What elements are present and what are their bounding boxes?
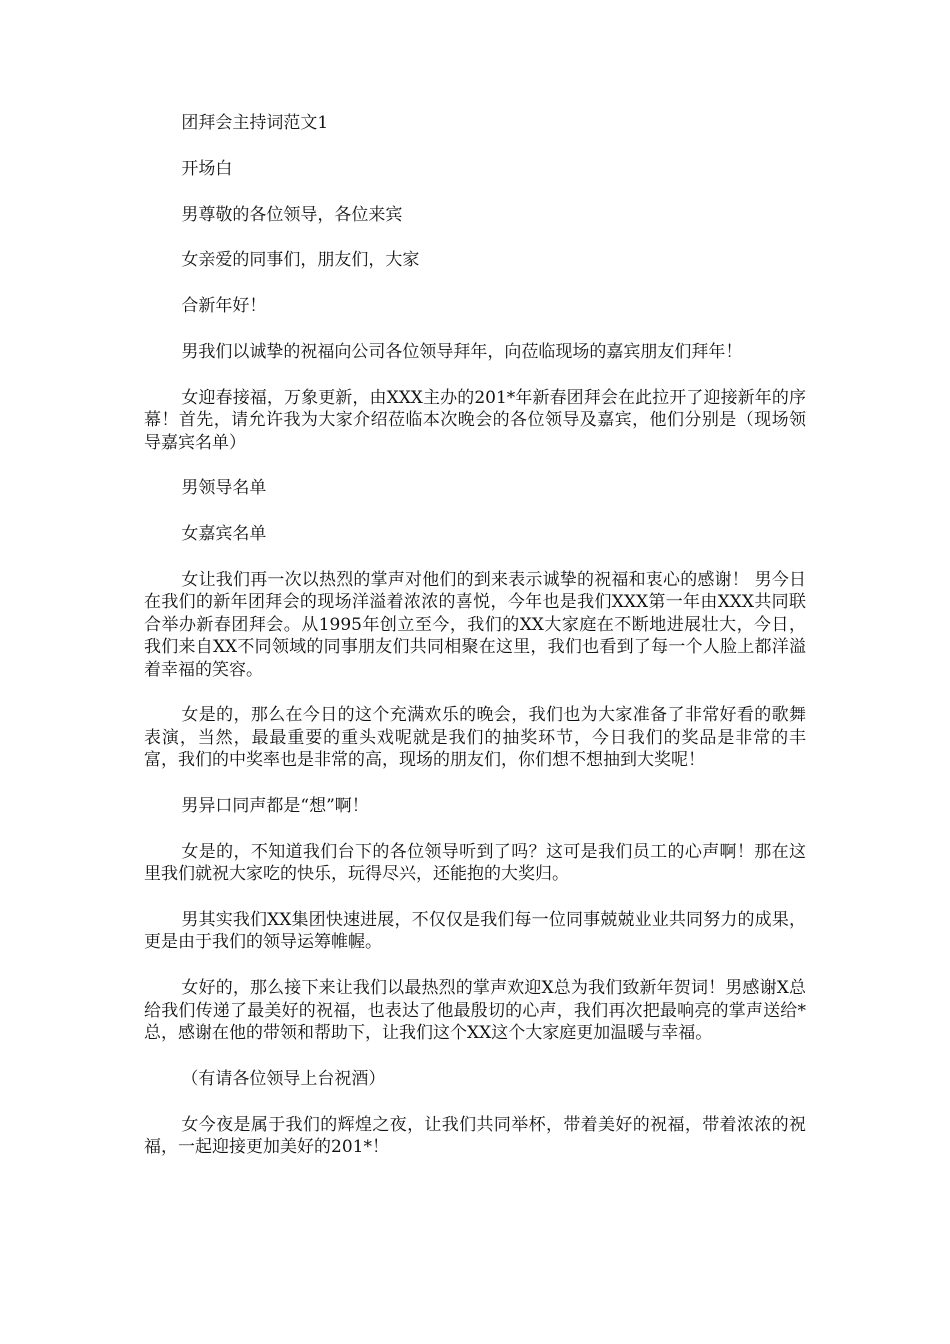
paragraph: 女亲爱的同事们，朋友们，大家 (181, 250, 420, 271)
paragraph: 女是的，不知道我们台下的各位领导听到了吗？这可是我们员工的心声啊！那在这里我们就祝大家吃的快乐，玩得尽兴，还能抱的大奖归。 (144, 841, 806, 885)
paragraph: 合新年好！ (181, 296, 267, 317)
paragraph: （有请各位领导上台祝酒） (181, 1068, 386, 1089)
section-heading-opening: 开场白 (181, 158, 233, 179)
paragraph: 男我们以诚挚的祝福向公司各位领导拜年，向莅临现场的嘉宾朋友们拜年！ (181, 341, 743, 362)
paragraph: 女让我们再一次以热烈的掌声对他们的到来表示诚挚的祝福和衷心的感谢！ 男今日在我们的新年团拜会的现场洋溢着浓浓的喜悦，今年也是我们XXX第一年由XXX共同联合举办新春团拜会。从1995年创立至今，我们的XX大家庭在不断地进展壮大，今日，我们来自XX不同领域的同事朋友们共同相聚在这里，我们也看到了每一个人脸上都洋溢着幸福的笑容。 (144, 569, 806, 680)
paragraph: 女迎春接福，万象更新，由XXX主办的201*年新春团拜会在此拉开了迎接新年的序幕！首先，请允许我为大家介绍莅临本次晚会的各位领导及嘉宾，他们分别是（现场领导嘉宾名单） (144, 387, 806, 453)
paragraph: 男领导名单 (181, 478, 267, 499)
paragraph: 男尊敬的各位领导，各位来宾 (181, 204, 403, 225)
paragraph: 女嘉宾名单 (181, 524, 267, 545)
paragraph: 女今夜是属于我们的辉煌之夜，让我们共同举杯，带着美好的祝福，带着浓浓的祝福，一起迎接更加美好的201*！ (144, 1114, 806, 1158)
document-title: 团拜会主持词范文1 (181, 113, 329, 133)
document-body (144, 112, 806, 1182)
paragraph: 男异口同声都是“想”啊！ (181, 796, 369, 817)
paragraph: 女是的，那么在今日的这个充满欢乐的晚会，我们也为大家准备了非常好看的歌舞表演，当然，最最重要的重头戏呢就是我们的抽奖环节，今日我们的奖品是非常的丰富，我们的中奖率也是非常的高，现场的朋友们，你们想不想抽到大奖呢！ (144, 705, 806, 771)
paragraph: 女好的，那么接下来让我们以最热烈的掌声欢迎X总为我们致新年贺词！男感谢X总给我们传递了最美好的祝福，也表达了他最殷切的心声，我们再次把最响亮的掌声送给*总，感谢在他的带领和帮助下，让我们这个XX这个大家庭更加温暖与幸福。 (144, 978, 806, 1044)
paragraph: 男其实我们XX集团快速进展，不仅仅是我们每一位同事兢兢业业共同努力的成果，更是由于我们的领导运筹帷幄。 (144, 910, 806, 953)
